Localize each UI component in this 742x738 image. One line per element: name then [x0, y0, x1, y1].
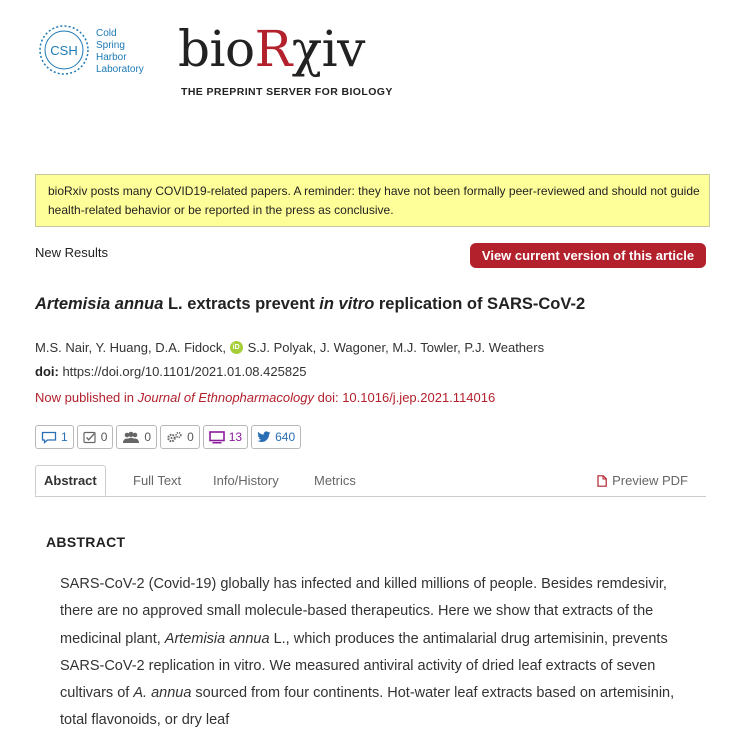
- published-prefix: Now published in: [35, 390, 135, 405]
- section-label: New Results: [35, 245, 108, 260]
- biorxiv-logo[interactable]: [178, 22, 393, 98]
- comment-icon: [41, 431, 57, 444]
- view-current-version-button[interactable]: View current version of this article: [470, 243, 706, 268]
- doi-link[interactable]: https://doi.org/10.1101/2021.01.08.425825: [62, 364, 307, 379]
- preview-pdf-link[interactable]: [597, 465, 688, 496]
- published-doi-label: doi:: [317, 390, 339, 405]
- author-list: [35, 340, 544, 355]
- article-title: Artemisia annua L. extracts prevent in vitro replication of SARS-CoV-2: [35, 295, 586, 313]
- blogs-badge[interactable]: [203, 425, 248, 449]
- pdf-file-icon: [597, 475, 607, 487]
- csh-logo-mark: [38, 24, 90, 76]
- tab-info-history[interactable]: Info/History: [213, 473, 279, 488]
- published-doi-link[interactable]: 10.1016/j.jep.2021.114016: [342, 390, 496, 405]
- biorxiv-wordmark: bioRχiv: [178, 20, 365, 78]
- csh-initials: CSH: [50, 43, 78, 58]
- comments-count: 1: [61, 430, 68, 444]
- abstract-body: SARS-CoV-2 (Covid-19) globally has infected and killed millions of people. Besides remdesivir, there are no approved small molecule-based therapeutics. Here we show that extracts of the medicinal plant, Artemisia annua L., which produces the antimalarial drug artemisinin, prevents SARS-CoV-2 replication in vitro. We measured antiviral activity of dried leaf extracts of seven cultivars of A. annua sourced from four continents. Hot-water leaf extracts based on artemisinin, total flavonoids, or dry leaf: [60, 576, 675, 729]
- covid-notice: bioRxiv posts many COVID19-related papers. A reminder: they have not been formally peer-reviewed and should not guide health-related behavior or be reported in the press as conclusive.: [35, 174, 710, 227]
- doi-line: [35, 364, 307, 379]
- people-icon: [122, 431, 140, 444]
- metrics-badges: [35, 425, 301, 449]
- orcid-icon[interactable]: iD: [230, 341, 243, 354]
- tab-metrics[interactable]: Metrics: [314, 473, 356, 488]
- biorxiv-tagline: THE PREPRINT SERVER FOR BIOLOGY: [181, 86, 393, 98]
- authors-part-2[interactable]: S.J. Polyak, J. Wagoner, M.J. Towler, P.J. Weathers: [247, 340, 545, 355]
- published-notice: [35, 390, 495, 405]
- gears-icon: [166, 431, 183, 444]
- twitter-icon: [257, 431, 271, 443]
- twitter-count: 640: [275, 430, 296, 444]
- article-tabs: [35, 465, 706, 497]
- monitor-icon: [209, 431, 225, 444]
- abstract-heading: ABSTRACT: [46, 534, 126, 550]
- tools-badge[interactable]: [160, 425, 200, 449]
- tools-count: 0: [187, 430, 194, 444]
- blogs-count: 13: [228, 430, 243, 444]
- authors-part-1[interactable]: M.S. Nair, Y. Huang, D.A. Fidock,: [35, 340, 226, 355]
- csh-logo[interactable]: [38, 24, 156, 80]
- community-badge[interactable]: [116, 425, 157, 449]
- csh-name: Cold Spring Harbor Laboratory: [96, 28, 144, 75]
- twitter-badge[interactable]: [251, 425, 301, 449]
- community-count: 0: [144, 430, 152, 444]
- check-icon: [83, 431, 97, 444]
- journal-link[interactable]: Journal of Ethnopharmacology: [137, 390, 314, 405]
- comments-badge[interactable]: [35, 425, 74, 449]
- reviews-badge[interactable]: [77, 425, 114, 449]
- tab-abstract[interactable]: Abstract: [35, 465, 106, 496]
- tab-full-text[interactable]: Full Text: [133, 473, 182, 488]
- preview-pdf-label: Preview PDF: [612, 473, 688, 488]
- doi-label: doi:: [35, 364, 59, 379]
- reviews-count: 0: [100, 430, 108, 444]
